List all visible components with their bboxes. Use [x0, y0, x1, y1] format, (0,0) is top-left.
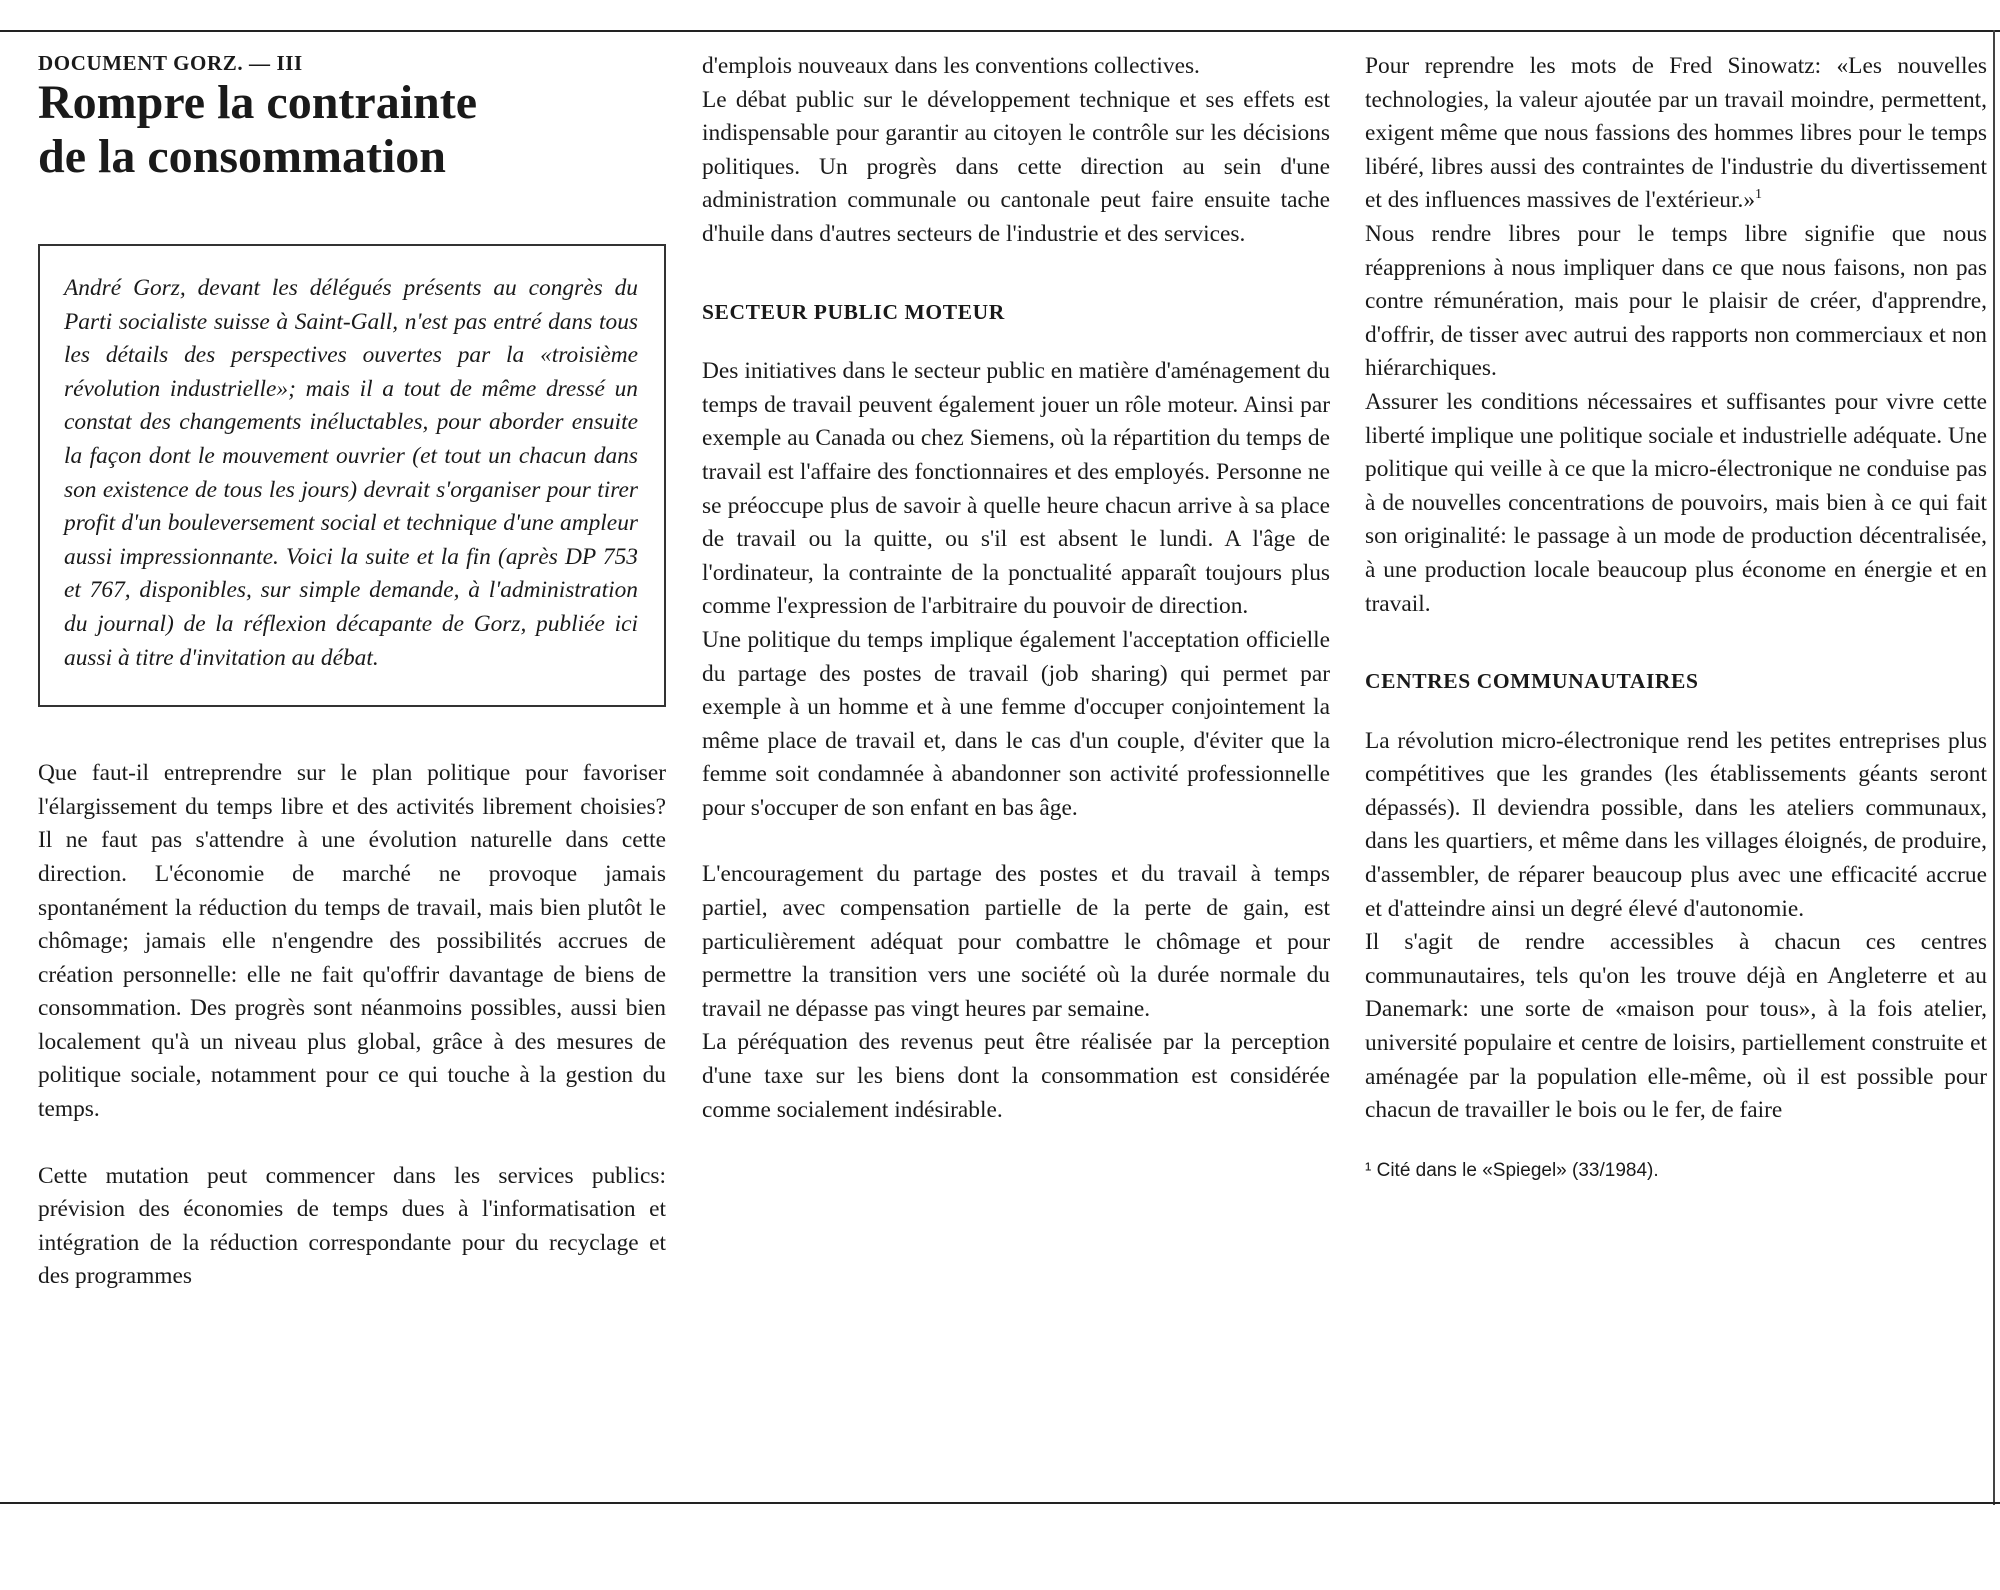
column-1 — [38, 50, 666, 1294]
document-kicker: DOCUMENT GORZ. — III — [38, 51, 303, 75]
paragraph: Il s'agit de rendre accessibles à chacun ces centres communautaires, tels qu'on les trouve déjà en Angleterre et au Danemark: une sorte de «maison pour tous», à la fois atelier, université populaire et centre de loisirs, partiellement construite et aménagée par la population elle-même, où il est possible pour chacun de travailler le bois ou le fer, de faire — [1365, 929, 1987, 1124]
intro-box — [38, 244, 666, 707]
paragraph: Assurer les conditions nécessaires et suffisantes pour vivre cette liberté implique une politique sociale et industrielle adéquate. Une politique qui veille à ce que la micro-électronique ne conduise pas à de nouvelles concentrations de pouvoirs, mais bien à ce qui fait son originalité: le passage à un mode de production décentralisée, à une production locale beaucoup plus économe en énergie et en travail. — [1365, 388, 1987, 617]
footnote-marker: 1 — [1755, 187, 1763, 203]
paragraph: Des initiatives dans le secteur public en matière d'aménagement du temps de travail peuvent également jouer un rôle moteur. Ainsi par exemple au Canada ou chez Siemens, où la répartition du temps de travail est l'affaire des fonctionnaires et des employés. Personne ne se préoccupe plus de savoir à quelle heure chacun arrive à sa place de travail ou la quitte, ou s'il est absent le lundi. A l'âge de l'ordinateur, la contrainte de la ponctualité apparaît toujours plus comme l'expression de l'arbitraire du pouvoir de direction. — [702, 358, 1330, 620]
top-rule — [0, 30, 2000, 32]
intro-text: André Gorz, devant les délégués présents au congrès du Parti socialiste suisse à Saint-Gall, n'est pas entré dans tous les détails des perspectives ouvertes par la «troisième révolution industrielle»; mais il a tout de même dressé un constat des changements inéluctables, pour aborder ensuite la façon dont le mouvement ouvrier (et tout un chacun dans son existence de tous les jours) devrait s'organiser pour tirer profit d'un bouleversement social et technique d'une ampleur aussi impressionnante. Voici la suite et la fin (après DP 753 et 767, disponibles, sur simple demande, à l'administration du journal) de la réflexion décapante de Gorz, publiée ici aussi à titre d'invitation au débat. — [64, 275, 638, 671]
paragraph: Cette mutation peut commencer dans les services publics: prévision des économies de temps dues à l'informatisation et intégration de la réduction correspondante pour du recyclage et des programmes — [38, 1162, 666, 1290]
paragraph: Une politique du temps implique également l'acceptation officielle du partage des postes de travail (job sharing) qui permet par exemple à un homme et à une femme d'occuper conjointement la même place de travail et, dans le cas d'un couple, d'éviter que la femme soit condamnée à abandonner son activité professionnelle pour s'occuper de son enfant en bas âge. — [702, 626, 1330, 821]
section-heading: SECTEUR PUBLIC MOTEUR — [702, 299, 1005, 324]
paragraph: La péréquation des revenus peut être réalisée par la perception d'une taxe sur les biens dont la consommation est considérée comme socialement indésirable. — [702, 1029, 1330, 1123]
paragraph: Nous rendre libres pour le temps libre signifie que nous réapprenions à nous impliquer dans ce que nous faisons, non pas contre rémunération, mais pour le plaisir de créer, d'apprendre, d'offrir, de tisser avec autrui des rapports non commerciaux et non hiérarchiques. — [1365, 220, 1987, 382]
title-line-2: de la consommation — [38, 130, 446, 183]
footnote: ¹ Cité dans le «Spiegel» (33/1984). — [1365, 1159, 1659, 1181]
bottom-rule — [0, 1502, 2000, 1504]
paragraph: La révolution micro-électronique rend les petites entreprises plus compétitives que les grandes (les établissements géants seront dépassés). Il deviendra possible, dans les ateliers communaux, dans les quartiers, et même dans les villages éloignés, de produire, d'assembler, de réparer beaucoup plus avec une efficacité accrue et d'atteindre ainsi un degré élevé d'autonomie. — [1365, 727, 1987, 922]
section-heading: CENTRES COMMUNAUTAIRES — [1365, 669, 1699, 694]
article-title — [38, 76, 666, 184]
column-2 — [702, 50, 1330, 1127]
right-edge-rule — [1993, 30, 1995, 1505]
paragraph: Le débat public sur le développement technique et ses effets est indispensable pour garantir au citoyen le contrôle sur les décisions politiques. Un progrès dans cette direction au sein d'une administration communale ou cantonale peut faire ensuite tache d'huile dans d'autres secteurs de l'industrie et des services. — [702, 86, 1330, 247]
paragraph: L'encouragement du partage des postes et du travail à temps partiel, avec compensation partielle de la perte de gain, est particulièrement adéquat pour combattre le chômage et pour permettre la transition vers une société où la durée normale du travail ne dépasse pas vingt heures par semaine. — [702, 861, 1330, 1022]
title-line-1: Rompre la contrainte — [38, 76, 478, 129]
column-3 — [1365, 50, 1987, 1184]
paragraph: d'emplois nouveaux dans les conventions collectives. — [702, 53, 1200, 79]
paragraph: Que faut-il entreprendre sur le plan politique pour favoriser l'élargissement du temps libre et des activités librement choisies? Il ne faut pas s'attendre à une évolution naturelle dans cette direction. L'économie de marché ne provoque jamais spontanément la réduction du temps de travail, mais bien plutôt le chômage; jamais elle n'engendre des possibilités accrues de création personnelle: elle ne fait qu'offrir davantage de biens de consommation. Des progrès sont néanmoins possibles, aussi bien localement qu'à un niveau plus global, grâce à des mesures de politique sociale, notamment pour ce qui touche à la gestion du temps. — [38, 760, 666, 1123]
quote-paragraph — [1365, 50, 1987, 218]
quote-text: Pour reprendre les mots de Fred Sinowatz: «Les nouvelles technologies, la valeur ajoutée par un travail moindre, permettent, exigent même que nous fassions des hommes libres pour le temps libéré, libres aussi des contraintes de l'industrie du divertissement et des influences massives de l'extérieur.» — [1365, 53, 1987, 214]
